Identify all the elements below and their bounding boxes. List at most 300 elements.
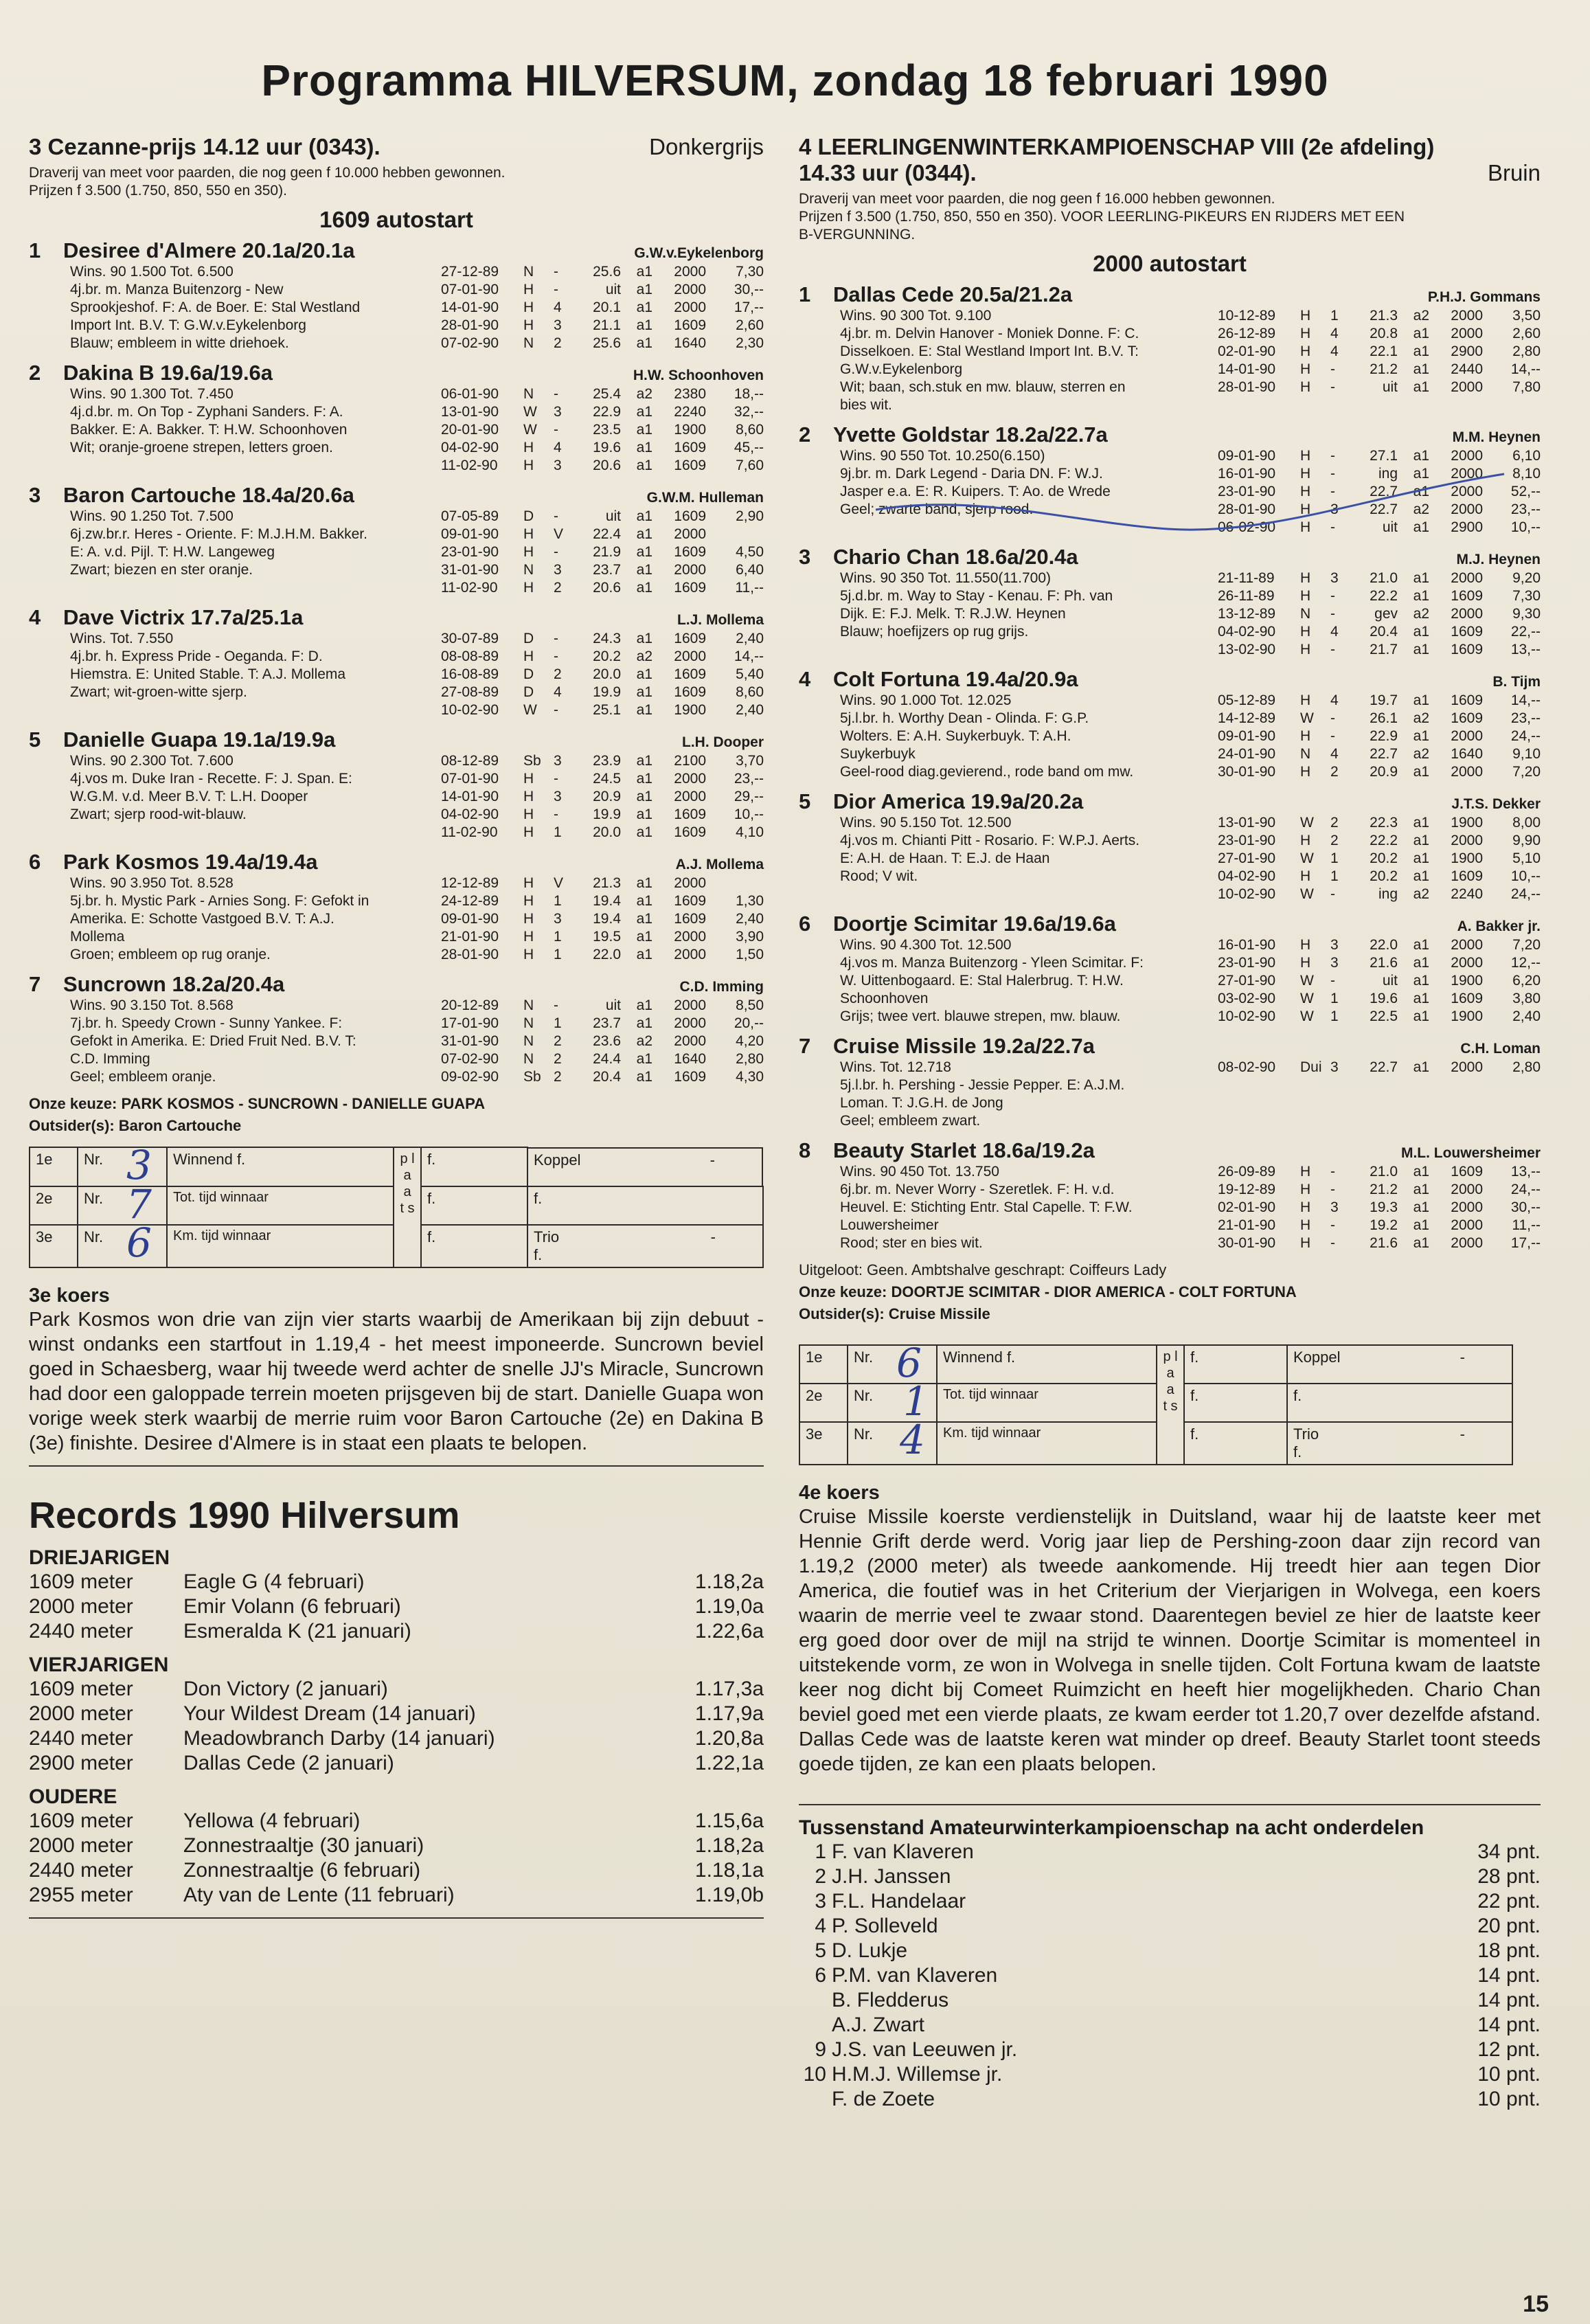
stat-cell: 20,-- <box>734 1015 764 1031</box>
stat-row <box>441 457 764 475</box>
stat-cell: 09-01-90 <box>441 526 499 542</box>
stat-cell: 1900 <box>1451 973 1483 989</box>
stat-cell: 24,-- <box>1510 886 1541 902</box>
stat-cell: 22.0 <box>593 947 621 962</box>
horse-body <box>799 1163 1541 1252</box>
standings-name: F. van Klaveren <box>832 1840 974 1863</box>
horse-number: 7 <box>799 1034 811 1058</box>
stat-cell: a1 <box>636 771 652 787</box>
stat-cell: a2 <box>636 386 652 402</box>
stat-cell: 22.0 <box>1370 937 1398 953</box>
stat-cell: V <box>554 526 564 542</box>
stat-cell: 1,30 <box>736 893 764 909</box>
horse-info-line: 4j.vos m. Chianti Pitt - Rosario. F: W.P.J. Aerts. <box>840 833 1140 848</box>
horse-name-row <box>29 238 764 263</box>
plaats-label: p l a a t s <box>394 1147 421 1267</box>
record-row <box>29 1751 764 1776</box>
stat-cell: 2000 <box>674 997 706 1013</box>
stat-cell: 07-01-90 <box>441 771 499 787</box>
stat-cell: a1 <box>636 684 652 700</box>
stat-cell: H <box>1300 501 1311 517</box>
stat-cell: 13-12-89 <box>1218 606 1276 622</box>
horse-name-row <box>29 605 764 630</box>
stat-cell: 3,80 <box>1512 991 1541 1006</box>
stat-cell: 4 <box>1330 746 1339 762</box>
record-horse: Eagle G (4 februari) <box>183 1570 365 1593</box>
horse-info-line: Wins. Tot. 7.550 <box>70 631 174 646</box>
horse-info <box>840 936 1218 1026</box>
stat-cell: ing <box>1378 886 1398 902</box>
koppel-cell: Koppel - <box>528 1147 763 1186</box>
stat-cell: a2 <box>636 1033 652 1049</box>
stat-cell: W <box>1300 815 1314 831</box>
horse-body <box>799 307 1541 414</box>
stat-cell: 19.5 <box>593 929 621 945</box>
stat-cell: 20-12-89 <box>441 997 499 1013</box>
stat-row <box>1218 465 1541 483</box>
stat-cell: 3,70 <box>736 753 764 769</box>
stat-cell: 1609 <box>1451 991 1483 1006</box>
condition-line: B-VERGUNNING. <box>799 227 916 242</box>
race4-result-table <box>799 1340 1513 1465</box>
stat-cell: N <box>523 335 534 351</box>
koppel-cell: Koppel - <box>1287 1345 1512 1384</box>
stat-cell: 1609 <box>1451 642 1483 657</box>
stat-cell: a1 <box>636 789 652 804</box>
stat-cell: 09-01-90 <box>441 911 499 927</box>
stat-cell: 2000 <box>1451 606 1483 622</box>
stat-cell: a1 <box>1413 728 1429 744</box>
stat-cell: D <box>523 631 534 646</box>
stat-cell: H <box>523 648 534 664</box>
stat-cell: 11,-- <box>735 580 764 596</box>
record-horse: Don Victory (2 januari) <box>183 1678 388 1700</box>
stat-cell: 19.9 <box>593 684 621 700</box>
stat-cell: 26.1 <box>1370 710 1398 726</box>
race3-koers-text: Park Kosmos won drie van zijn vier starts waarbij de Amerikaan bij zijn debuut - winst ondanks een startfout in 1.19,4 - het meest imponeerde. Suncrown beviel goed in Schaesberg, waar hij tweede werd achter de snelle JJ's Miracle, Suncrown had door een galoppade terrein moeten prijsgeven bij de start. Danielle Guapa won vorige week sterk waarbij de merrie ruim voor Baron Cartouche (2e) en Dakina B (3e) finishte. Desiree d'Almere is in staat een plaats te belopen. <box>29 1309 764 1454</box>
stat-cell: a1 <box>1413 1182 1429 1197</box>
nr-cell: Nr. 6 <box>78 1225 167 1267</box>
stat-cell: a1 <box>1413 955 1429 971</box>
stat-cell: a2 <box>1413 606 1429 622</box>
stat-cell: 1 <box>554 947 562 962</box>
stat-cell: 3 <box>554 404 562 420</box>
stat-row <box>441 421 764 439</box>
place-label: 3e <box>30 1225 78 1267</box>
horse-info-line: Amerika. E: Schotte Vastgoed B.V. T: A.J. <box>70 911 334 927</box>
stat-cell: 3 <box>554 753 562 769</box>
stat-cell: 2000 <box>1451 1059 1483 1075</box>
right-column <box>799 134 1541 2112</box>
stat-cell: 1609 <box>1451 692 1483 708</box>
horse-stats <box>1218 1163 1541 1252</box>
stat-cell: a1 <box>636 317 652 333</box>
stat-cell: 17,-- <box>1510 1235 1541 1251</box>
horse-number: 5 <box>29 727 41 752</box>
stat-cell: 1609 <box>674 893 706 909</box>
stat-row <box>441 630 764 648</box>
stat-cell: 22,-- <box>1510 624 1541 640</box>
stat-cell: H <box>1300 642 1311 657</box>
stat-cell: N <box>523 562 534 578</box>
horse-name-row <box>799 282 1541 307</box>
horse-info <box>70 752 441 842</box>
horse-info-line: 6j.br. m. Never Worry - Szeretlek. F: H. v.d. <box>840 1182 1115 1197</box>
record-time: 1.18,2a <box>694 1570 764 1593</box>
stat-cell: 2900 <box>1451 343 1483 359</box>
stat-cell: 16-01-90 <box>1218 466 1276 482</box>
stat-cell: uit <box>605 282 621 297</box>
standings-row <box>799 2013 1541 2038</box>
stat-row <box>441 892 764 910</box>
horse-number: 1 <box>29 238 41 262</box>
stat-cell: 28-01-90 <box>441 317 499 333</box>
stat-cell: H <box>523 929 534 945</box>
standings-row <box>799 2038 1541 2062</box>
stat-cell: N <box>1300 746 1311 762</box>
record-row <box>29 1858 764 1883</box>
stat-cell: a1 <box>636 947 652 962</box>
stat-cell: N <box>523 997 534 1013</box>
stat-cell: 22.5 <box>1370 1008 1398 1024</box>
stat-cell: 3 <box>554 911 562 927</box>
stat-cell: H <box>523 580 534 596</box>
stat-cell: a1 <box>636 911 652 927</box>
record-horse: Aty van de Lente (11 februari) <box>183 1884 455 1906</box>
race3-result-table <box>29 1142 764 1268</box>
stat-cell: - <box>1330 710 1335 726</box>
stat-cell: a1 <box>636 282 652 297</box>
stat-cell: - <box>1330 606 1335 622</box>
stat-cell: H <box>523 875 534 891</box>
horse-info-line: Wolters. E: A.H. Suykerbuyk. T: A.H. <box>840 728 1071 744</box>
winnend-cell: Winnend f. <box>167 1147 394 1186</box>
stat-row <box>1218 1199 1541 1217</box>
stat-row <box>441 299 764 317</box>
stat-cell: H <box>1300 955 1311 971</box>
horse-info <box>70 508 441 597</box>
stat-cell: gev <box>1374 606 1398 622</box>
stat-row <box>1218 814 1541 832</box>
stat-cell: 1609 <box>674 806 706 822</box>
stat-cell: 2,60 <box>1512 326 1541 341</box>
stat-cell: H <box>1300 343 1311 359</box>
stat-cell: a1 <box>636 404 652 420</box>
horse-number: 3 <box>799 545 811 569</box>
record-time: 1.19,0b <box>694 1884 764 1906</box>
stat-cell: 05-12-89 <box>1218 692 1276 708</box>
stat-row <box>441 1068 764 1086</box>
stat-cell: 1609 <box>1451 588 1483 604</box>
stat-cell: H <box>523 947 534 962</box>
stat-row <box>441 1033 764 1050</box>
stat-cell: 26-11-89 <box>1218 588 1275 604</box>
stat-cell: - <box>1330 886 1335 902</box>
stat-cell: W <box>1300 1008 1314 1024</box>
stat-cell: a1 <box>1413 973 1429 989</box>
stat-row <box>441 770 764 788</box>
stat-cell: a1 <box>1413 1235 1429 1251</box>
stat-cell: 2,40 <box>736 911 764 927</box>
stat-cell: 22.1 <box>1370 343 1398 359</box>
race3-koers-title: 3e koers <box>29 1285 110 1307</box>
race3-outsider: Outsider(s): Baron Cartouche <box>29 1117 242 1134</box>
f-cell: f. <box>1184 1422 1287 1465</box>
horse-info-line: Hiemstra. E: United Stable. T: A.J. Mollema <box>70 666 346 682</box>
stat-cell: H <box>523 893 534 909</box>
stat-cell: 2000 <box>1451 308 1483 324</box>
stat-cell: 13,-- <box>1510 1164 1541 1180</box>
stat-cell: 27-01-90 <box>1218 850 1276 866</box>
stat-cell: H <box>1300 1217 1311 1233</box>
stat-cell: H <box>1300 448 1311 464</box>
stat-cell: 13-01-90 <box>1218 815 1276 831</box>
stat-cell: uit <box>605 997 621 1013</box>
stat-cell: H <box>1300 466 1311 482</box>
stat-row <box>1218 936 1541 954</box>
stat-cell: H <box>523 458 534 473</box>
stat-cell: 10-02-90 <box>441 702 499 718</box>
horse-info <box>70 997 441 1086</box>
stat-cell: 1609 <box>674 508 706 524</box>
stat-cell: W <box>523 702 537 718</box>
stat-cell: 2000 <box>1451 937 1483 953</box>
horse-number: 4 <box>799 667 811 691</box>
stat-cell: 22.4 <box>593 526 621 542</box>
stat-cell: 30-01-90 <box>1218 1235 1276 1251</box>
stat-cell: 11-02-90 <box>441 458 498 473</box>
horse-info <box>840 1163 1218 1252</box>
standings-rank <box>799 2087 832 2112</box>
horse-info-line: 6j.zw.br.r. Heres - Oriente. F: M.J.H.M. Bakker. <box>70 526 367 542</box>
stat-cell: H <box>523 789 534 804</box>
stat-cell: 09-01-90 <box>1218 728 1276 744</box>
standings-name: F. de Zoete <box>832 2088 935 2110</box>
stat-cell: H <box>1300 692 1311 708</box>
stat-cell: - <box>1330 484 1335 499</box>
stat-cell: 17-01-90 <box>441 1015 499 1031</box>
stat-cell: 10-12-89 <box>1218 308 1276 324</box>
stat-cell: - <box>554 544 558 560</box>
nr-cell: Nr. 3 <box>78 1147 167 1186</box>
stat-cell: 52,-- <box>1510 484 1541 499</box>
stat-cell: 10,-- <box>734 806 764 822</box>
stat-cell: 19.9 <box>593 806 621 822</box>
stat-cell: a1 <box>636 1051 652 1067</box>
handwritten-number: 1 <box>903 1378 929 1425</box>
horse-entry <box>799 667 1541 781</box>
stat-row <box>1218 519 1541 537</box>
stat-cell: H <box>523 824 534 840</box>
stat-cell: 20.6 <box>593 458 621 473</box>
stat-cell: 2240 <box>674 404 706 420</box>
horse-info-line: Import Int. B.V. T: G.W.v.Eykelenborg <box>70 317 306 333</box>
record-horse: Esmeralda K (21 januari) <box>183 1620 411 1643</box>
stat-row <box>441 508 764 526</box>
stat-cell: a2 <box>1413 746 1429 762</box>
tussenstand-list <box>799 1840 1541 2112</box>
stat-cell: 9,10 <box>1512 746 1541 762</box>
stat-cell: H <box>1300 833 1311 848</box>
stat-cell: - <box>1330 1164 1335 1180</box>
standings-row <box>799 2062 1541 2087</box>
horse-trainer: M.J. Heynen <box>1456 552 1541 567</box>
horse-info-line: Loman. T: J.G.H. de Jong <box>840 1095 1003 1111</box>
stat-cell: 21.1 <box>593 317 621 333</box>
stat-cell: 5,40 <box>736 666 764 682</box>
stat-cell: 14,-- <box>734 648 764 664</box>
record-distance: 2440 meter <box>29 1727 133 1750</box>
stat-row <box>1218 447 1541 465</box>
stat-cell: 2,90 <box>736 508 764 524</box>
stat-cell: 24,-- <box>1510 1182 1541 1197</box>
horse-entry <box>799 789 1541 903</box>
stat-row <box>441 788 764 806</box>
horse-info-line: Wit; oranje-groene strepen, letters groen. <box>70 440 333 455</box>
horse-info-line: E: A. v.d. Pijl. T: H.W. Langeweg <box>70 544 275 560</box>
stat-cell: - <box>554 997 558 1013</box>
stat-cell: 32,-- <box>734 404 764 420</box>
nr-cell: Nr. 4 <box>848 1422 937 1465</box>
stat-cell: 2 <box>1330 815 1339 831</box>
horse-name: 8 Beauty Starlet 18.6a/19.2a <box>799 1138 1095 1162</box>
horse-info <box>840 569 1218 659</box>
standings-points: 14 pnt. <box>1477 1964 1541 1987</box>
stat-cell: a1 <box>1413 833 1429 848</box>
horse-entry <box>29 972 764 1086</box>
records-list <box>29 1546 764 1908</box>
stat-cell: H <box>1300 1164 1311 1180</box>
stat-cell: 9,90 <box>1512 833 1541 848</box>
horse-stats <box>441 875 764 964</box>
race3-header <box>29 134 764 160</box>
horse-info-line: Jasper e.a. E: R. Kuipers. T: Ao. de Wrede <box>840 484 1111 499</box>
stat-cell: 1 <box>1330 1008 1339 1024</box>
f-cell: f. <box>421 1186 527 1225</box>
condition-line: Prijzen f 3.500 (1.750, 850, 550 en 350). VOOR LEERLING-PIKEURS EN RIJDERS MET EEN <box>799 209 1405 225</box>
stat-cell: N <box>523 1015 534 1031</box>
condition-line: Draverij van meet voor paarden, die nog geen f 10.000 hebben gewonnen. <box>29 165 506 181</box>
stat-cell: a1 <box>636 1069 652 1085</box>
stat-cell: a1 <box>636 997 652 1013</box>
record-distance: 2000 meter <box>29 1595 133 1618</box>
horse-entry <box>799 422 1541 537</box>
stat-cell: H <box>1300 326 1311 341</box>
stat-cell: 2,40 <box>736 702 764 718</box>
stat-cell: a1 <box>1413 937 1429 953</box>
horse-trainer: H.W. Schoonhoven <box>633 368 764 383</box>
record-time: 1.22,1a <box>694 1752 764 1774</box>
stat-cell: 22.2 <box>1370 833 1398 848</box>
record-distance: 1609 meter <box>29 1678 133 1700</box>
stat-cell: 2000 <box>1451 833 1483 848</box>
horse-info-line: Zwart; wit-groen-witte sjerp. <box>70 684 247 700</box>
horse-info-line: Groen; embleem op rug oranje. <box>70 947 271 962</box>
stat-cell: a1 <box>636 300 652 315</box>
stat-cell: - <box>1330 642 1335 657</box>
horse-name-row <box>799 789 1541 814</box>
stat-row <box>1218 972 1541 990</box>
stat-cell: W <box>1300 850 1314 866</box>
stat-cell: H <box>1300 484 1311 499</box>
stat-cell: 2 <box>554 1069 562 1085</box>
stat-cell: 20.6 <box>593 580 621 596</box>
horse-number: 6 <box>29 850 41 874</box>
horse-info-line: 4j.br. h. Express Pride - Oeganda. F: D. <box>70 648 323 664</box>
stat-cell: a2 <box>1413 501 1429 517</box>
stat-cell: 04-02-90 <box>1218 868 1276 884</box>
stat-cell: H <box>1300 570 1311 586</box>
race4-heading: 4 LEERLINGENWINTERKAMPIOENSCHAP VIII (2e afdeling) 14.33 uur (0344). <box>799 134 1435 185</box>
stat-cell: 1640 <box>1451 746 1483 762</box>
horse-info <box>840 447 1218 537</box>
horse-entry <box>799 545 1541 659</box>
stat-cell: 2000 <box>674 562 706 578</box>
stat-cell: 02-01-90 <box>1218 343 1276 359</box>
horse-name-row <box>29 850 764 875</box>
stat-cell: a2 <box>1413 886 1429 902</box>
horse-entry <box>799 282 1541 414</box>
stat-cell: - <box>1330 448 1335 464</box>
horse-info-line: 4j.vos m. Manza Buitenzorg - Yleen Scimitar. F: <box>840 955 1144 971</box>
stat-cell: 6,10 <box>1512 448 1541 464</box>
stat-cell: a1 <box>636 458 652 473</box>
stat-cell: 21.6 <box>1370 955 1398 971</box>
stat-row <box>441 752 764 770</box>
stat-cell: 30,-- <box>1510 1199 1541 1215</box>
stat-cell: 04-02-90 <box>441 806 499 822</box>
stat-cell: H <box>523 911 534 927</box>
stat-cell: 3 <box>1330 955 1339 971</box>
stat-cell: 11-02-90 <box>441 580 498 596</box>
horse-info-line: Wins. 90 350 Tot. 11.550(11.700) <box>840 570 1052 586</box>
stat-cell: a1 <box>1413 570 1429 586</box>
horse-trainer: M.L. Louwersheimer <box>1400 1145 1541 1161</box>
condition-line: Draverij van meet voor paarden, die nog geen f 16.000 hebben gewonnen. <box>799 191 1275 207</box>
trio-cell: Trio - f. <box>1287 1422 1512 1465</box>
stat-cell: - <box>554 631 558 646</box>
stat-cell: - <box>1330 519 1335 535</box>
stat-cell: 2000 <box>674 526 706 542</box>
horse-info-line: 5j.l.br. h. Pershing - Jessie Pepper. E: A.J.M. <box>840 1077 1125 1093</box>
stat-cell: uit <box>1382 379 1398 395</box>
stat-row <box>441 806 764 824</box>
stat-cell: 4 <box>1330 343 1339 359</box>
page-title: Programma HILVERSUM, zondag 18 februari 1990 <box>261 56 1329 105</box>
km-tijd-cell: Km. tijd winnaar <box>937 1422 1157 1465</box>
stat-cell: ing <box>1378 466 1398 482</box>
stat-cell: a1 <box>1413 1164 1429 1180</box>
stat-cell: a1 <box>636 422 652 438</box>
stat-cell: 22.3 <box>1370 815 1398 831</box>
stat-cell: 3 <box>554 562 562 578</box>
plaats-label: p l a a t s <box>1157 1345 1184 1465</box>
stat-cell: 20.9 <box>593 789 621 804</box>
stat-row <box>1218 379 1541 396</box>
horse-body <box>799 447 1541 537</box>
horse-body <box>29 508 764 597</box>
record-time: 1.22,6a <box>694 1620 764 1643</box>
divider <box>29 1465 764 1467</box>
standings-points: 14 pnt. <box>1477 1989 1541 2011</box>
stat-cell: 2000 <box>674 1015 706 1031</box>
stat-cell <box>706 526 764 543</box>
horse-info-line: Wit; baan, sch.stuk en mw. blauw, sterren en <box>840 379 1126 395</box>
stat-cell: 22.7 <box>1370 1059 1398 1075</box>
records-section-title: DRIEJARIGEN <box>29 1546 170 1569</box>
stat-cell: a1 <box>1413 326 1429 341</box>
horse-number: 5 <box>799 789 811 813</box>
